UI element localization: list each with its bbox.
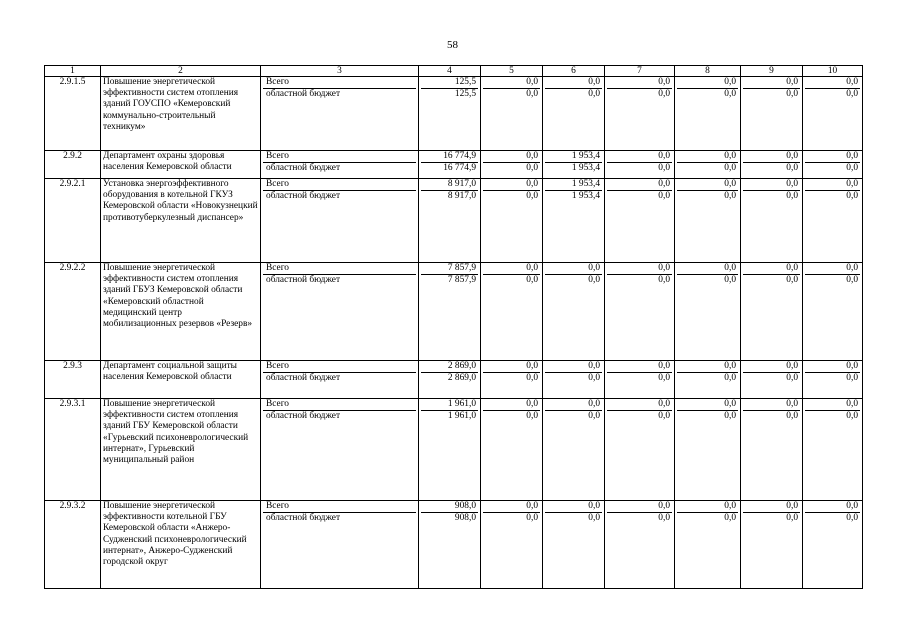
amount-value: 0,0 (545, 501, 602, 513)
amount-value: 0,0 (743, 399, 800, 411)
table-row (45, 263, 863, 361)
amount-value: 0,0 (724, 373, 736, 383)
amount-value: 1 953,4 (545, 179, 602, 191)
amount-cell (741, 151, 803, 179)
amount-value: 0,0 (483, 361, 540, 373)
amount-value: 125,5 (454, 89, 476, 99)
amount-value: 0,0 (677, 263, 738, 275)
column-header: 10 (803, 66, 863, 77)
amount-cell (675, 361, 741, 399)
row-code: 2.9.2.1 (45, 179, 101, 263)
amount-value: 908,0 (454, 513, 476, 523)
amount-cell (605, 179, 675, 263)
column-number-row (45, 66, 863, 77)
column-header: 6 (543, 66, 605, 77)
amount-value: 0,0 (846, 89, 858, 99)
amount-cell (605, 263, 675, 361)
amount-value: 0,0 (658, 191, 670, 201)
amount-value: 0,0 (786, 191, 798, 201)
amount-value: 1 953,4 (545, 151, 602, 163)
amount-cell (543, 263, 605, 361)
amount-value: 0,0 (607, 399, 672, 411)
amount-cell (481, 501, 543, 589)
row-name: Повышение энергетической эффективности котельной ГБУ Кемеровской области «Анжеро-Судженский психоневрологический интернат», Анжеро-Судженский городской округ (101, 501, 261, 589)
funding-source-cell (261, 263, 419, 361)
amount-value: 0,0 (658, 89, 670, 99)
funding-source-cell (261, 77, 419, 151)
amount-value: 0,0 (677, 179, 738, 191)
amount-value: 1 961,0 (447, 411, 476, 421)
amount-value: 0,0 (588, 513, 600, 523)
amount-value: 0,0 (526, 191, 538, 201)
funding-source: Всего (263, 361, 416, 373)
funding-source: Всего (263, 501, 416, 513)
funding-source: областной бюджет (266, 275, 341, 285)
amount-value: 0,0 (846, 163, 858, 173)
amount-cell (543, 361, 605, 399)
amount-cell (481, 77, 543, 151)
row-code: 2.9.3 (45, 361, 101, 399)
amount-value: 0,0 (545, 263, 602, 275)
amount-value: 0,0 (483, 263, 540, 275)
amount-cell (481, 263, 543, 361)
amount-value: 0,0 (588, 411, 600, 421)
amount-cell (481, 151, 543, 179)
row-code: 2.9.3.1 (45, 399, 101, 501)
column-header: 8 (675, 66, 741, 77)
amount-cell (803, 263, 863, 361)
amount-value: 0,0 (846, 513, 858, 523)
amount-value: 7 857,9 (447, 275, 476, 285)
amount-cell (675, 501, 741, 589)
amount-cell (741, 179, 803, 263)
amount-value: 0,0 (483, 77, 540, 89)
amount-cell (741, 361, 803, 399)
amount-value: 1 953,4 (571, 163, 600, 173)
amount-value: 0,0 (588, 89, 600, 99)
amount-value: 0,0 (545, 77, 602, 89)
amount-cell (419, 77, 481, 151)
amount-value: 16 774,9 (421, 151, 478, 163)
amount-value: 0,0 (724, 191, 736, 201)
funding-source-cell (261, 179, 419, 263)
amount-value: 0,0 (658, 163, 670, 173)
row-name: Установка энергоэффективного оборудования в котельной ГКУЗ Кемеровской области «Новокузнецкий противотуберкулезный диспансер» (101, 179, 261, 263)
amount-value: 0,0 (786, 275, 798, 285)
amount-value: 1 961,0 (421, 399, 478, 411)
amount-value: 0,0 (526, 89, 538, 99)
amount-value: 0,0 (483, 399, 540, 411)
amount-value: 0,0 (607, 151, 672, 163)
amount-value: 0,0 (805, 501, 860, 513)
table-row (45, 501, 863, 589)
amount-value: 0,0 (743, 263, 800, 275)
amount-value: 0,0 (786, 513, 798, 523)
funding-source-cell (261, 361, 419, 399)
amount-cell (481, 399, 543, 501)
amount-value: 908,0 (421, 501, 478, 513)
funding-source-cell (261, 501, 419, 589)
amount-cell (803, 77, 863, 151)
amount-value: 1 953,4 (571, 191, 600, 201)
amount-value: 0,0 (607, 501, 672, 513)
amount-value: 8 917,0 (421, 179, 478, 191)
amount-cell (419, 399, 481, 501)
amount-cell (481, 179, 543, 263)
amount-value: 0,0 (607, 77, 672, 89)
amount-value: 2 869,0 (421, 361, 478, 373)
amount-cell (741, 399, 803, 501)
amount-cell (543, 501, 605, 589)
amount-value: 0,0 (545, 399, 602, 411)
budget-table (44, 65, 863, 589)
amount-value: 8 917,0 (447, 191, 476, 201)
amount-value: 0,0 (588, 373, 600, 383)
amount-value: 0,0 (786, 373, 798, 383)
amount-value: 0,0 (483, 179, 540, 191)
amount-value: 0,0 (846, 191, 858, 201)
amount-value: 0,0 (786, 411, 798, 421)
amount-cell (675, 179, 741, 263)
amount-value: 0,0 (677, 151, 738, 163)
amount-cell (605, 501, 675, 589)
amount-value: 0,0 (545, 361, 602, 373)
amount-value: 0,0 (526, 411, 538, 421)
table-row (45, 399, 863, 501)
amount-value: 0,0 (677, 361, 738, 373)
amount-value: 0,0 (786, 89, 798, 99)
amount-cell (675, 151, 741, 179)
amount-cell (605, 77, 675, 151)
funding-source-cell (261, 399, 419, 501)
amount-value: 0,0 (724, 411, 736, 421)
amount-cell (675, 399, 741, 501)
table-row (45, 179, 863, 263)
amount-cell (803, 399, 863, 501)
amount-value: 16 774,9 (443, 163, 476, 173)
funding-source-cell (261, 151, 419, 179)
amount-value: 0,0 (743, 179, 800, 191)
amount-cell (419, 179, 481, 263)
column-header: 2 (101, 66, 261, 77)
amount-value: 0,0 (483, 501, 540, 513)
amount-cell (741, 77, 803, 151)
amount-value: 0,0 (805, 77, 860, 89)
amount-value: 0,0 (724, 513, 736, 523)
row-name: Департамент охраны здоровья населения Кемеровской области (101, 151, 261, 179)
amount-value: 0,0 (588, 275, 600, 285)
row-name: Повышение энергетической эффективности систем отопления зданий ГБУ Кемеровской области «Гурьевский психоневрологический интернат», Гурьевский муниципальный район (101, 399, 261, 501)
page-number: 58 (447, 39, 458, 51)
amount-cell (675, 77, 741, 151)
amount-cell (419, 263, 481, 361)
amount-value: 0,0 (805, 263, 860, 275)
amount-value: 0,0 (607, 263, 672, 275)
funding-source: Всего (263, 179, 416, 191)
amount-cell (543, 179, 605, 263)
amount-cell (803, 501, 863, 589)
amount-value: 0,0 (846, 411, 858, 421)
row-name: Повышение энергетической эффективности систем отопления зданий ГБУЗ Кемеровской области «Кемеровский областной медицинский центр мобилизационных резервов «Резерв» (101, 263, 261, 361)
amount-cell (419, 151, 481, 179)
amount-cell (605, 399, 675, 501)
table-row (45, 77, 863, 151)
column-header: 3 (261, 66, 419, 77)
amount-cell (605, 151, 675, 179)
amount-value: 0,0 (677, 501, 738, 513)
amount-cell (741, 263, 803, 361)
amount-cell (605, 361, 675, 399)
row-code: 2.9.1.5 (45, 77, 101, 151)
amount-value: 0,0 (805, 399, 860, 411)
amount-value: 0,0 (743, 361, 800, 373)
column-header: 7 (605, 66, 675, 77)
amount-value: 2 869,0 (447, 373, 476, 383)
column-header: 5 (481, 66, 543, 77)
row-name: Повышение энергетической эффективности систем отопления зданий ГОУСПО «Кемеровский коммунально-строительный техникум» (101, 77, 261, 151)
row-code: 2.9.3.2 (45, 501, 101, 589)
amount-value: 0,0 (526, 275, 538, 285)
amount-value: 0,0 (658, 373, 670, 383)
amount-value: 0,0 (607, 361, 672, 373)
amount-value: 7 857,9 (421, 263, 478, 275)
funding-source: областной бюджет (266, 373, 341, 383)
amount-value: 0,0 (743, 77, 800, 89)
amount-cell (543, 399, 605, 501)
funding-source: Всего (263, 77, 416, 89)
amount-value: 0,0 (526, 373, 538, 383)
amount-cell (803, 361, 863, 399)
amount-cell (803, 179, 863, 263)
amount-value: 0,0 (483, 151, 540, 163)
amount-value: 0,0 (724, 163, 736, 173)
amount-cell (419, 361, 481, 399)
table-row (45, 361, 863, 399)
funding-source: областной бюджет (266, 191, 341, 201)
amount-value: 0,0 (724, 89, 736, 99)
amount-value: 0,0 (677, 399, 738, 411)
amount-cell (675, 263, 741, 361)
amount-value: 0,0 (805, 151, 860, 163)
amount-value: 0,0 (786, 163, 798, 173)
amount-value: 0,0 (526, 163, 538, 173)
column-header: 9 (741, 66, 803, 77)
amount-cell (543, 151, 605, 179)
row-name: Департамент социальной защиты населения Кемеровской области (101, 361, 261, 399)
table-row (45, 151, 863, 179)
amount-value: 0,0 (805, 361, 860, 373)
funding-source: областной бюджет (266, 411, 341, 421)
amount-value: 125,5 (421, 77, 478, 89)
column-header: 4 (419, 66, 481, 77)
funding-source: Всего (263, 151, 416, 163)
funding-source: областной бюджет (266, 163, 341, 173)
amount-cell (543, 77, 605, 151)
amount-value: 0,0 (677, 77, 738, 89)
funding-source: областной бюджет (266, 89, 341, 99)
funding-source: областной бюджет (266, 513, 341, 523)
amount-value: 0,0 (743, 501, 800, 513)
amount-value: 0,0 (805, 179, 860, 191)
amount-cell (803, 151, 863, 179)
amount-value: 0,0 (743, 151, 800, 163)
amount-cell (419, 501, 481, 589)
funding-source: Всего (263, 263, 416, 275)
amount-value: 0,0 (607, 179, 672, 191)
funding-source: Всего (263, 399, 416, 411)
row-code: 2.9.2 (45, 151, 101, 179)
amount-value: 0,0 (658, 513, 670, 523)
amount-value: 0,0 (846, 373, 858, 383)
table-body (45, 77, 863, 589)
amount-value: 0,0 (658, 411, 670, 421)
amount-value: 0,0 (658, 275, 670, 285)
amount-value: 0,0 (526, 513, 538, 523)
amount-value: 0,0 (846, 275, 858, 285)
amount-cell (481, 361, 543, 399)
amount-cell (741, 501, 803, 589)
column-header: 1 (45, 66, 101, 77)
amount-value: 0,0 (724, 275, 736, 285)
row-code: 2.9.2.2 (45, 263, 101, 361)
